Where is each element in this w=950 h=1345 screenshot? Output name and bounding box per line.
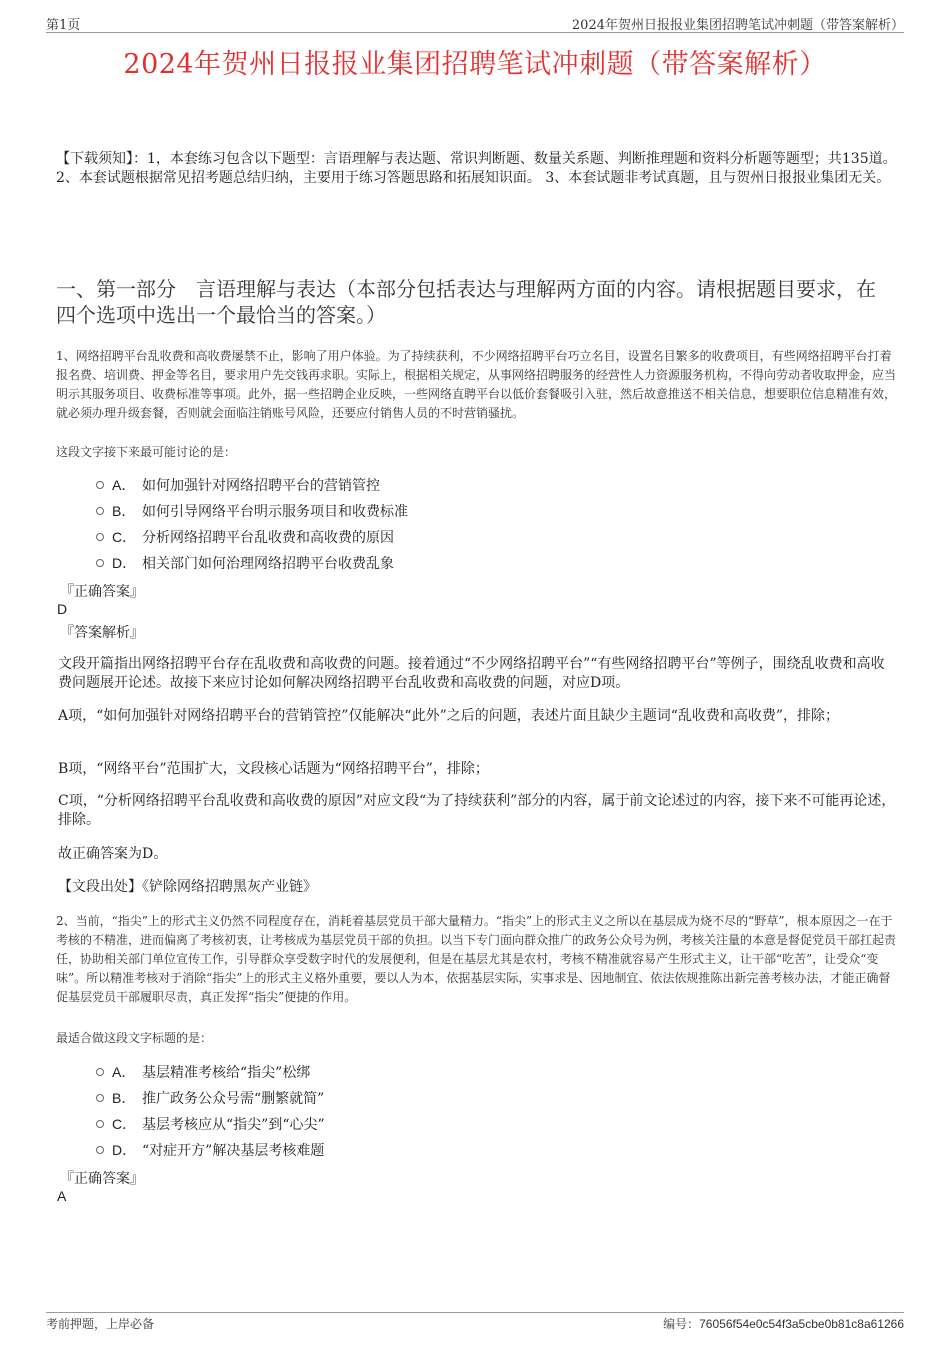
radio-icon[interactable] — [96, 533, 104, 541]
option-a[interactable]: A． 如何加强针对网络招聘平台的营销管控 — [96, 472, 408, 498]
question-2-options — [96, 1059, 325, 1163]
option-c[interactable]: C． 基层考核应从“指尖”到“心尖” — [96, 1111, 325, 1137]
page-number: 第1页 — [46, 18, 81, 33]
radio-icon[interactable] — [96, 1146, 104, 1154]
option-d[interactable]: D． “对症开方”解决基层考核难题 — [96, 1137, 325, 1163]
answer-value: D — [57, 601, 68, 617]
header-doc-title: 2024年贺州日报报业集团招聘笔试冲刺题（带答案解析） — [571, 18, 904, 33]
source-citation: 【文段出处】《铲除网络招聘黑灰产业链》 — [58, 879, 317, 895]
analysis-label: 『答案解析』 — [60, 625, 144, 641]
analysis-paragraph: 文段开篇指出网络招聘平台存在乱收费和高收费的问题。接着通过“不少网络招聘平台”“有些网络招聘平台”等例子，围绕乱收费和高收费问题展开论述。故接下来应讨论如何解决网络招聘平台乱收费和高收费的问题，对应D项。 — [58, 656, 885, 691]
option-b[interactable]: B． 推广政务公众号需“删繁就简” — [96, 1085, 325, 1111]
page-footer — [46, 1312, 904, 1333]
radio-icon[interactable] — [96, 1068, 104, 1076]
radio-icon[interactable] — [96, 1094, 104, 1102]
option-b[interactable]: B． 如何引导网络平台明示服务项目和收费标准 — [96, 498, 408, 524]
page-header — [46, 14, 904, 33]
document-title: 2024年贺州日报报业集团招聘笔试冲刺题（带答案解析） — [123, 49, 827, 80]
document-id: 编号：76056f54e0c54f3a5cbe0b81c8a61266 — [663, 1317, 904, 1331]
analysis-conclusion: 故正确答案为D。 — [58, 846, 168, 862]
analysis-paragraph: A项，“如何加强针对网络招聘平台的营销管控”仅能解决“此外”之后的问题，表述片面且缺少主题词“乱收费和高收费”，排除； — [58, 708, 840, 724]
question-1-prompt: 这段文字接下来最可能讨论的是： — [56, 445, 237, 459]
answer-label: 『正确答案』 — [60, 1171, 144, 1187]
analysis-paragraph: C项，“分析网络招聘平台乱收费和高收费的原因”对应文段“为了持续获利”部分的内容，属于前文论述过的内容，接下来不可能再论述，排除。 — [58, 793, 896, 828]
section-title: 一、第一部分 言语理解与表达（本部分包括表达与理解两方面的内容。请根据题目要求，在四个选项中选出一个最恰当的答案。） — [56, 277, 876, 327]
question-2-text: 2、当前，“指尖”上的形式主义仍然不同程度存在，消耗着基层党员干部大量精力。“指尖”上的形式主义之所以在基层成为烧不尽的“野草”，根本原因之一在于考核的不精准，进而偏离了考核初衷，让考核成为基层党员干部的负担。以当下专门面向群众推广的政务公众号为例，考核关注量的本意是督促党员干部扛起责任，协助相关部门单位宣传工作，引导群众享受数字时代的发展便利，但是在基层尤其是农村，考核不精准就容易产生形式主义，让干部“吃苦”，让受众“变味”。所以精准考核对于消除“指尖”上的形式主义格外重要，要以人为本，依据基层实际，实事求是、因地制宜、依法依规推陈出新完善考核办法，才能正确督促基层党员干部履职尽责，真正发挥“指尖”便捷的作用。 — [56, 914, 897, 1004]
footer-slogan: 考前押题，上岸必备 — [46, 1317, 155, 1331]
download-notice: 【下载须知】：1，本套练习包含以下题型：言语理解与表达题、常识判断题、数量关系题、判断推理题和资料分析题等题型；共135道。 2、本套试题根据常见招考题总结归纳，主要用于练习答题思路和拓展知识面。 3、本套试题非考试真题，且与贺州日报报业集团无关。 — [56, 151, 897, 186]
question-2-prompt: 最适合做这段文字标题的是： — [56, 1031, 213, 1045]
radio-icon[interactable] — [96, 1120, 104, 1128]
option-a[interactable]: A． 基层精准考核给“指尖”松绑 — [96, 1059, 325, 1085]
analysis-paragraph: B项，“网络平台”范围扩大，文段核心话题为“网络招聘平台”，排除； — [58, 761, 489, 777]
radio-icon[interactable] — [96, 507, 104, 515]
answer-label: 『正确答案』 — [60, 584, 144, 600]
answer-value: A — [57, 1188, 67, 1204]
option-c[interactable]: C． 分析网络招聘平台乱收费和高收费的原因 — [96, 524, 408, 550]
radio-icon[interactable] — [96, 481, 104, 489]
question-1-options — [96, 472, 408, 576]
radio-icon[interactable] — [96, 559, 104, 567]
option-d[interactable]: D． 相关部门如何治理网络招聘平台收费乱象 — [96, 550, 408, 576]
question-1-text: 1、网络招聘平台乱收费和高收费屡禁不止，影响了用户体验。为了持续获利，不少网络招聘平台巧立名目，设置名目繁多的收费项目，有些网络招聘平台打着报名费、培训费、押金等名目，要求用户先交钱再求职。实际上，根据相关规定，从事网络招聘服务的经营性人力资源服务机构，不得向劳动者收取押金，应当明示其服务项目、收费标准等事项。此外，据一些招聘企业反映，一些网络直聘平台以低价套餐吸引入驻，然后故意推送不相关信息，想要职位信息精准有效，就必须办理升级套餐，否则就会面临注销账号风险，还要应付销售人员的不时营销骚扰。 — [56, 349, 897, 420]
